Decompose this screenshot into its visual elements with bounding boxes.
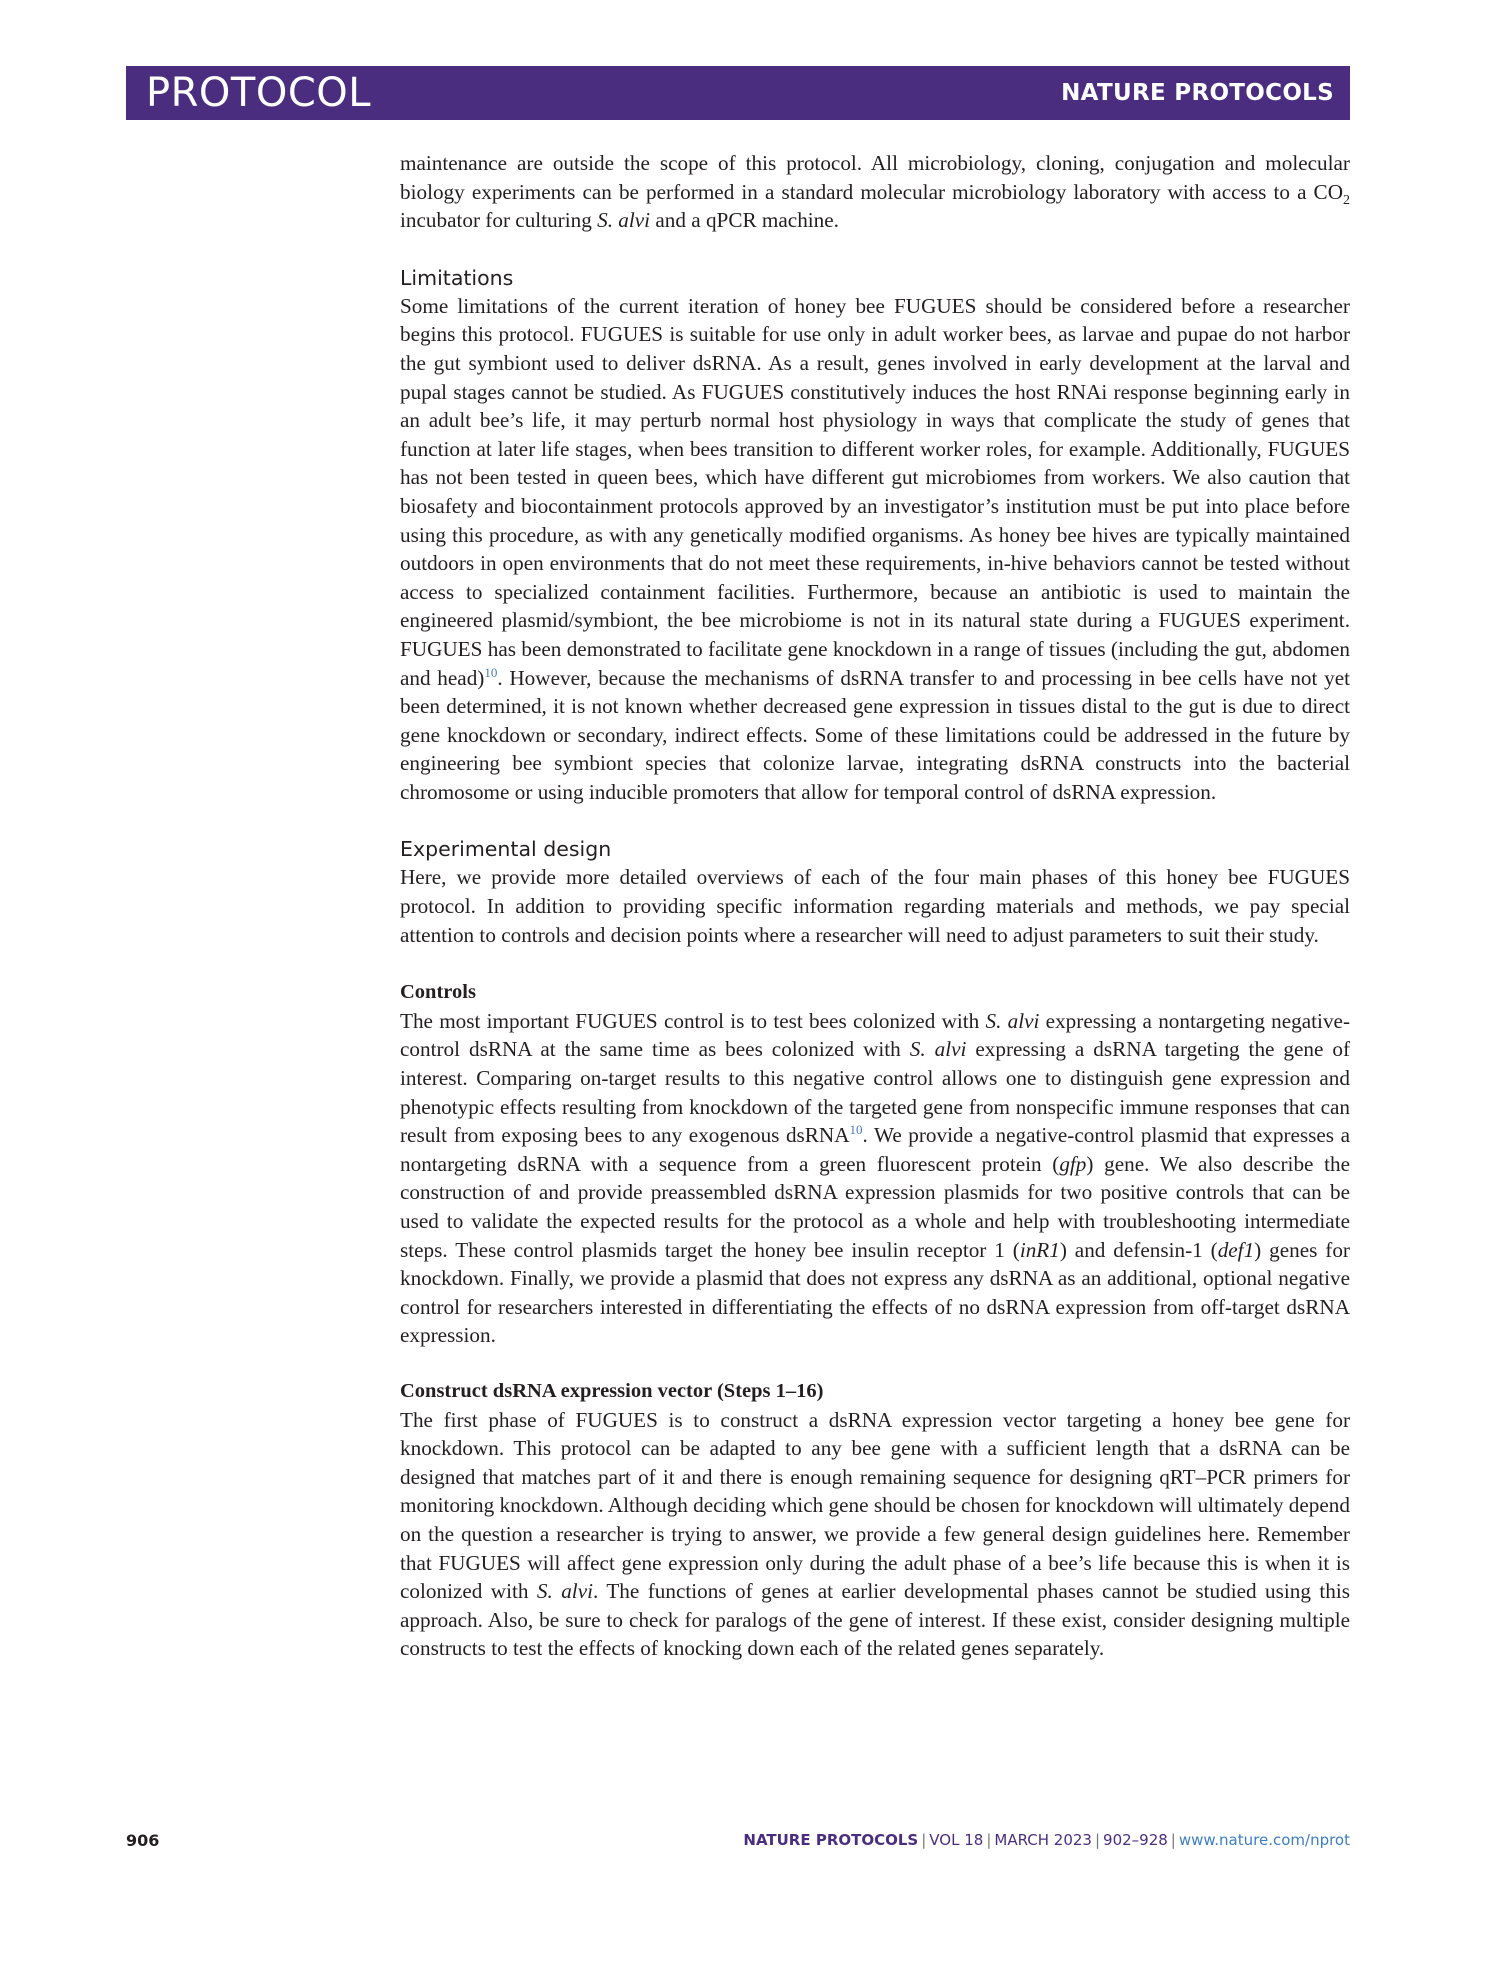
citation-line: NATURE PROTOCOLS | VOL 18 | MARCH 2023 | 902–928 | www.nature.com/nprot bbox=[743, 1831, 1350, 1849]
body-column bbox=[400, 149, 1350, 1663]
limitations-heading: Limitations bbox=[400, 265, 514, 290]
footer-date: MARCH 2023 bbox=[994, 1831, 1092, 1849]
footer-pages: 902–928 bbox=[1103, 1831, 1168, 1849]
footer-url-link[interactable]: www.nature.com/nprot bbox=[1178, 1831, 1350, 1849]
intro-paragraph: maintenance are outside the scope of this protocol. All microbiology, cloning, conjugation and molecular biology experiments can be performed in a standard molecular microbiology laboratory with access to a $CO_2$ incubator for culturing S. alvi and a qPCR machine. bbox=[400, 151, 1350, 233]
reference-link[interactable]: 10 bbox=[849, 1122, 863, 1138]
limitations-paragraph: Some limitations of the current iteration of honey bee FUGUES should be considered before a researcher begins this protocol. FUGUES is suitable for use only in adult worker bees, as larvae and pupae do not harbor the gut symbiont used to deliver dsRNA. As a result, genes involved in early development at the larval and pupal stages cannot be studied. As FUGUES constitutively induces the host RNAi response beginning early in an adult bee’s life, it may perturb normal host physiology in ways that complicate the study of genes that function at later life stages, when bees transition to different worker roles, for example. Additionally, FUGUES has not been tested in queen bees, which have different gut microbiomes from workers. We also caution that biosafety and biocontainment protocols approved by an investigator’s institution must be put into place before using this procedure, as with any genetically modified organisms. As honey bee hives are typically maintained outdoors in open environments that do not meet these requirements, in-hive behaviors cannot be tested without access to specialized containment facilities. Furthermore, because an antibiotic is used to maintain the engineered plasmid/symbiont, the bee microbiome is not in its natural state during a FUGUES experiment. FUGUES has been demonstrated to facilitate gene knockdown in a range of tissues (including the gut, abdomen and head)$^{10}$. However, because the mechanisms of dsRNA transfer to and processing in bee cells have not yet been determined, it is not known whether decreased gene expression in tissues distal to the gut is due to direct gene knockdown or secondary, indirect effects. Some of these limitations could be addressed in the future by engineering bee symbiont species that colonize larvae, integrating dsRNA constructs into the bacterial chromosome or using inducible promoters that allow for temporal control of dsRNA expression. bbox=[400, 293, 1350, 804]
footer-journal: NATURE PROTOCOLS bbox=[743, 1831, 919, 1849]
section-label: PROTOCOL bbox=[146, 70, 372, 116]
reference-link[interactable]: 10 bbox=[484, 664, 498, 680]
page-number: 906 bbox=[126, 1831, 160, 1850]
journal-label: NATURE PROTOCOLS bbox=[1061, 80, 1334, 106]
experimental-design-paragraph: Here, we provide more detailed overviews of each of the four main phases of this honey bee FUGUES protocol. In addition to providing specific information regarding materials and methods, we pay special attention to controls and decision points where a researcher will need to adjust parameters to suit their study. bbox=[400, 865, 1350, 947]
controls-heading: Controls bbox=[400, 981, 476, 1004]
experimental-design-heading: Experimental design bbox=[400, 837, 612, 862]
controls-paragraph: The most important FUGUES control is to test bees colonized with S. alvi expressing a nontargeting negative-control dsRNA at the same time as bees colonized with S. alvi expressing a dsRNA targeting the gene of interest. Comparing on-target results to this negative control allows one to distinguish gene expression and phenotypic effects resulting from knockdown of the targeted gene from nonspecific immune responses that can result from exposing bees to any exogenous dsRNA$^{10}$. We provide a negative-control plasmid that expresses a nontargeting dsRNA with a sequence from a green fluorescent protein (gfp) gene. We also describe the construction of and provide preassembled dsRNA expression plasmids for two positive controls that can be used to validate the expected results for the protocol as a whole and help with troubleshooting intermediate steps. These control plasmids target the honey bee insulin receptor 1 (inR1) and defensin-1 (def1) genes for knockdown. Finally, we provide a plasmid that does not express any dsRNA as an additional, optional negative control for researchers interested in differentiating the effects of no dsRNA expression from off-target dsRNA expression. bbox=[400, 1008, 1351, 1348]
page-footer bbox=[126, 1831, 1350, 1855]
header-bar bbox=[126, 66, 1350, 120]
footer-volume: VOL 18 bbox=[929, 1831, 984, 1849]
construct-heading: Construct dsRNA expression vector (Steps 1–16) bbox=[400, 1379, 824, 1402]
construct-paragraph: The first phase of FUGUES is to construct a dsRNA expression vector targeting a honey bee gene for knockdown. This protocol can be adapted to any bee gene with a sufficient length that a dsRNA can be designed that matches part of it and there is enough remaining sequence for designing qRT–PCR primers for monitoring knockdown. Although deciding which gene should be chosen for knockdown will ultimately depend on the question a researcher is trying to answer, we provide a few general design guidelines here. Remember that FUGUES will affect gene expression only during the adult phase of a bee’s life because this is when it is colonized with S. alvi. The functions of genes at earlier developmental phases cannot be studied using this approach. Also, be sure to check for paralogs of the gene of interest. If these exist, consider designing multiple constructs to test the effects of knocking down each of the related genes separately. bbox=[400, 1407, 1350, 1661]
